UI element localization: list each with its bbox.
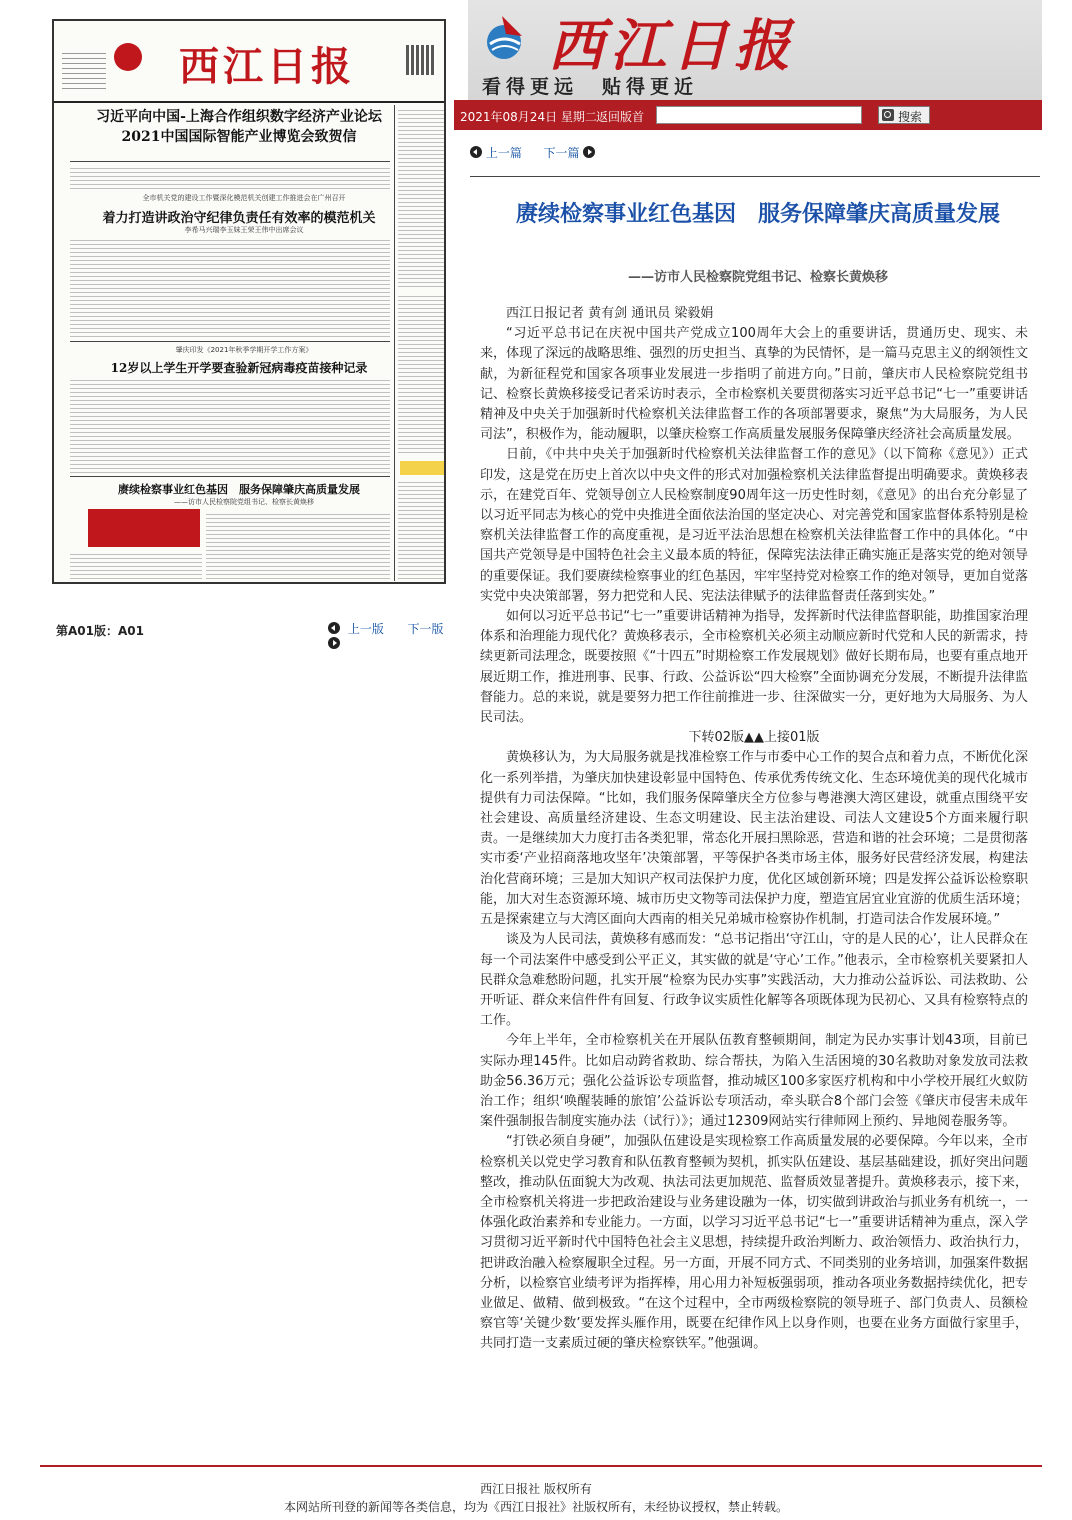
- article-paragraph: 黄焕移认为，为大局服务就是找准检察工作与市委中心工作的契合点和着力点，不断优化深化一系列举措，为肇庆加快建设彰显中国特色、传承优秀传统文化、生态环境优美的现代化城市提供有力司法保障。“比如，我们服务保障肇庆全方位参与粤港澳大湾区建设，就重点围绕平安社会建设、高质量经济建设、生态文明建设、民主法治建设、司法人文建设5个方面来履行职责。一是继续加大力度打击各类犯罪，常态化开展扫黑除恶，营造和谐的社会环境；二是贯彻落实市委‘产业招商落地攻坚年’决策部署，平等保护各类市场主体，服务好民营经济发展，构建法治化营商环境；三是加大知识产权司法保护力度，优化区域创新环境；四是发挥公益诉讼检察职能，加大对生态资源环境、城市历史文物等司法保护力度，塑造宜居宜业宜游的优质生活环境；五是探索建立与大湾区面向大西南的相关兄弟城市检察协作机制，打造司法合作发展环境。”: [480, 750, 1028, 928]
- article-paragraph: “习近平总书记在庆祝中国共产党成立100周年大会上的重要讲话，贯通历史、现实、未来，体现了深远的战略思维、强烈的历史担当、真挚的为民情怀，是一篇马克思主义的纲领性文献，为新征程党和国家各项事业发展进一步指明了前进方向。”日前，肇庆市人民检察院党组书记、检察长黄焕移接受记者采访时表示，全市检察机关要贯彻落实习近平总书记“七一”重要讲话精神及中央关于加强新时代检察机关法律监督工作的各项部署要求，聚焦“为大局服务，为人民司法”，积极作为，能动履职，以肇庆检察工作高质量发展服务保障肇庆经济社会高质量发展。: [480, 326, 1028, 443]
- article-byline: 西江日报记者 黄有剑 通讯员 梁毅娟: [506, 306, 714, 321]
- thumbnail-logo: 西江日报: [179, 43, 355, 90]
- toolbar: [454, 100, 1042, 130]
- thumbnail-headline-3[interactable]: 12岁以上学生开学要查验新冠病毒疫苗接种记录: [110, 361, 368, 375]
- search-input[interactable]: [656, 106, 862, 124]
- logo-emblem-icon: [482, 14, 532, 62]
- thumbnail-guide-label: [400, 461, 444, 475]
- masthead-info-block: [62, 49, 106, 89]
- issue-date: 2021年08月24日 星期二: [460, 110, 597, 124]
- article-subtitle: ——访市人民检察院党组书记、检察长黄焕移: [627, 270, 888, 285]
- thumbnail-kicker-3: 肇庆印发《2021年秋季学期开学工作方案》: [175, 346, 313, 354]
- thumbnail-headline-4[interactable]: 赓续检察事业红色基因 服务保障肇庆高质量发展: [118, 483, 360, 496]
- prev-edition-link[interactable]: 上一版: [347, 622, 384, 636]
- article-paragraph: 日前，《中共中央关于加强新时代检察机关法律监督工作的意见》（以下简称《意见》）正式印发，这是党在历史上首次以中央文件的形式对加强检察机关法律监督提出明确要求。黄焕移表示，在建党百年、党领导创立人民检察制度90周年这一历史性时刻，《意见》的出台充分彰显了以习近平同志为核心的党中央推进全面依法治国的坚定决心、对完善党和国家监督体系特别是检察机关法律监督工作的高度重视，是习近平法治思想在检察机关法律监督工作中的具体化。“中国共产党领导是中国特色社会主义最本质的特征，保障宪法法律正确实施正是落实党的绝对领导的重要保证。我们要赓续检察事业的红色基因，牢牢坚持党对检察工作的绝对领导，更加自觉落实党中央决策部署，努力把党和人民、宪法法律赋予的法律监督责任落到实处。”: [480, 447, 1028, 604]
- edition-label: 第A01版：A01: [56, 624, 144, 638]
- edition-pager: [56, 620, 456, 640]
- footer-divider: [40, 1465, 1042, 1467]
- article-paragraph: “打铁必须自身硬”，加强队伍建设是实现检察工作高质量发展的必要保障。今年以来，全市检察机关以党史学习教育和队伍教育整顿为契机，抓实队伍建设、基层基础建设，抓好突出问题整改，推动队伍面貌大为改观、执法司法更加规范、监督质效显著提升。黄焕移表示，接下来，全市检察机关将进一步把政治建设与业务建设融为一体，切实做到讲政治与抓业务有机统一，一体强化政治素养和专业能力。一方面，以学习习近平总书记“七一”重要讲话精神为重点，深入学习贯彻习近平新时代中国特色社会主义思想，持续提升政治判断力、政治领悟力、政治执行力，把讲政治融入检察履职全过程。另一方面，开展不同方式、不同类别的业务培训，加强案件数据分析，以检察官业绩考评为指挥棒，用心用力补短板强弱项，推动各项业务数据持续优化，把专业做足、做精、做到极致。“在这个过程中，全市两级检察院的领导班子、部门负责人、员额检察官等‘关键少数’要发挥头雁作用，既要在纪律作风上以身作则，也要在业务方面做行家里手，共同打造一支素质过硬的肇庆检察铁军。”他强调。: [480, 1134, 1028, 1352]
- newspaper-page-thumbnail[interactable]: [52, 19, 446, 584]
- article-paragraph: 谈及为人民司法，黄焕移有感而发：“总书记指出‘守江山，守的是人民的心’，让人民群众在每一个司法案件中感受到公平正义，其实做的就是‘守心’工作。”他表示，全市检察机关要紧扣人民群众急难愁盼问题，扎实开展“检察为民办实事”实践活动，大力推动公益诉讼、司法救助、公开听证、群众来信件件有回复、行政争议实质性化解等各项既体现为民初心、又具有检察特点的工作。: [480, 932, 1029, 1029]
- next-article-arrow-icon[interactable]: [583, 146, 595, 158]
- article-paragraph: 如何以习近平总书记“七一”重要讲话精神为指导，发挥新时代法律监督职能，助推国家治理体系和治理能力现代化？黄焕移表示，全市检察机关必须主动顺应新时代党和人民的新需求，持续更新司法理念，既要按照《“十四五”时期检察工作发展规划》做好长期布局，也要有重点地开展近期工作，推进刑事、民事、行政、公益诉讼“四大检察”全面协调充分发展，不断提升法律监督能力。总的来说，就是要努力把工作往前推进一步、往深做实一分，更好地为大局服务、为人民司法。: [480, 609, 1028, 726]
- prev-article-arrow-icon[interactable]: [470, 146, 482, 158]
- thumbnail-masthead: [54, 21, 444, 103]
- brand-slogan: 看得更远 贴得更近: [482, 76, 699, 98]
- masthead-emblem-icon: [114, 43, 142, 71]
- search-icon: [882, 109, 894, 121]
- thumbnail-red-banner: [88, 509, 200, 547]
- site-header: [468, 0, 1042, 100]
- home-link[interactable]: 返回版首: [596, 110, 645, 124]
- edition-nav: [328, 620, 456, 651]
- article-pager: [470, 144, 595, 161]
- next-arrow-icon[interactable]: [328, 637, 340, 649]
- thumbnail-sub-2: 李希马兴瑞李玉妹王荣王伟中出席会议: [184, 226, 304, 234]
- footer-copyright: 西江日报社 版权所有: [480, 1482, 592, 1496]
- search-button-label: 搜索: [898, 110, 923, 124]
- next-article-link[interactable]: 下一篇: [543, 146, 580, 160]
- thumbnail-headline-2[interactable]: 着力打造讲政治守纪律负责任有效率的模范机关: [102, 211, 376, 226]
- prev-arrow-icon[interactable]: [328, 622, 340, 634]
- next-edition-link[interactable]: 下一版: [407, 622, 444, 636]
- brand-logo[interactable]: 西江日报: [548, 13, 796, 79]
- search-button[interactable]: [878, 106, 930, 124]
- footer-notice: 本网站所刊登的新闻等各类信息，均为《西江日报社》社版权所有，未经协议授权，禁止转载。: [283, 1500, 788, 1514]
- thumbnail-headline-1[interactable]: 习近平向中国-上海合作组织数字经济产业论坛 2021中国国际智能产业博览会致贺信: [96, 109, 382, 145]
- page-jump-note: 下转02版▲▲上接01版: [688, 730, 820, 746]
- thumbnail-sub-4: ——访市人民检察院党组书记、检察长黄焕移: [174, 498, 314, 506]
- divider: [470, 176, 1040, 177]
- article-title: 赓续检察事业红色基因 服务保障肇庆高质量发展: [515, 201, 1000, 227]
- article-paragraph: 今年上半年，全市检察机关在开展队伍教育整顿期间，制定为民办实事计划43项，目前已实际办理145件。比如启动跨省救助、综合帮扶，为陷入生活困境的30名救助对象发放司法救助金56.36万元；强化公益诉讼专项监督，推动城区100多家医疗机构和中小学校开展红火蚁防治工作；组织‘唤醒装睡的旅馆’公益诉讼专项活动，牵头联合8个部门会签《肇庆市侵害未成年案件强制报告制度实施办法（试行）》；通过12309网站实行律师网上预约、异地阅卷服务等。: [480, 1033, 1028, 1130]
- thumbnail-kicker-2: 全市机关党的建设工作暨深化模范机关创建工作推进会在广州召开: [142, 194, 346, 202]
- qr-code-icon: [406, 45, 436, 75]
- prev-article-link[interactable]: 上一篇: [485, 146, 522, 160]
- article-body: [480, 304, 1028, 1355]
